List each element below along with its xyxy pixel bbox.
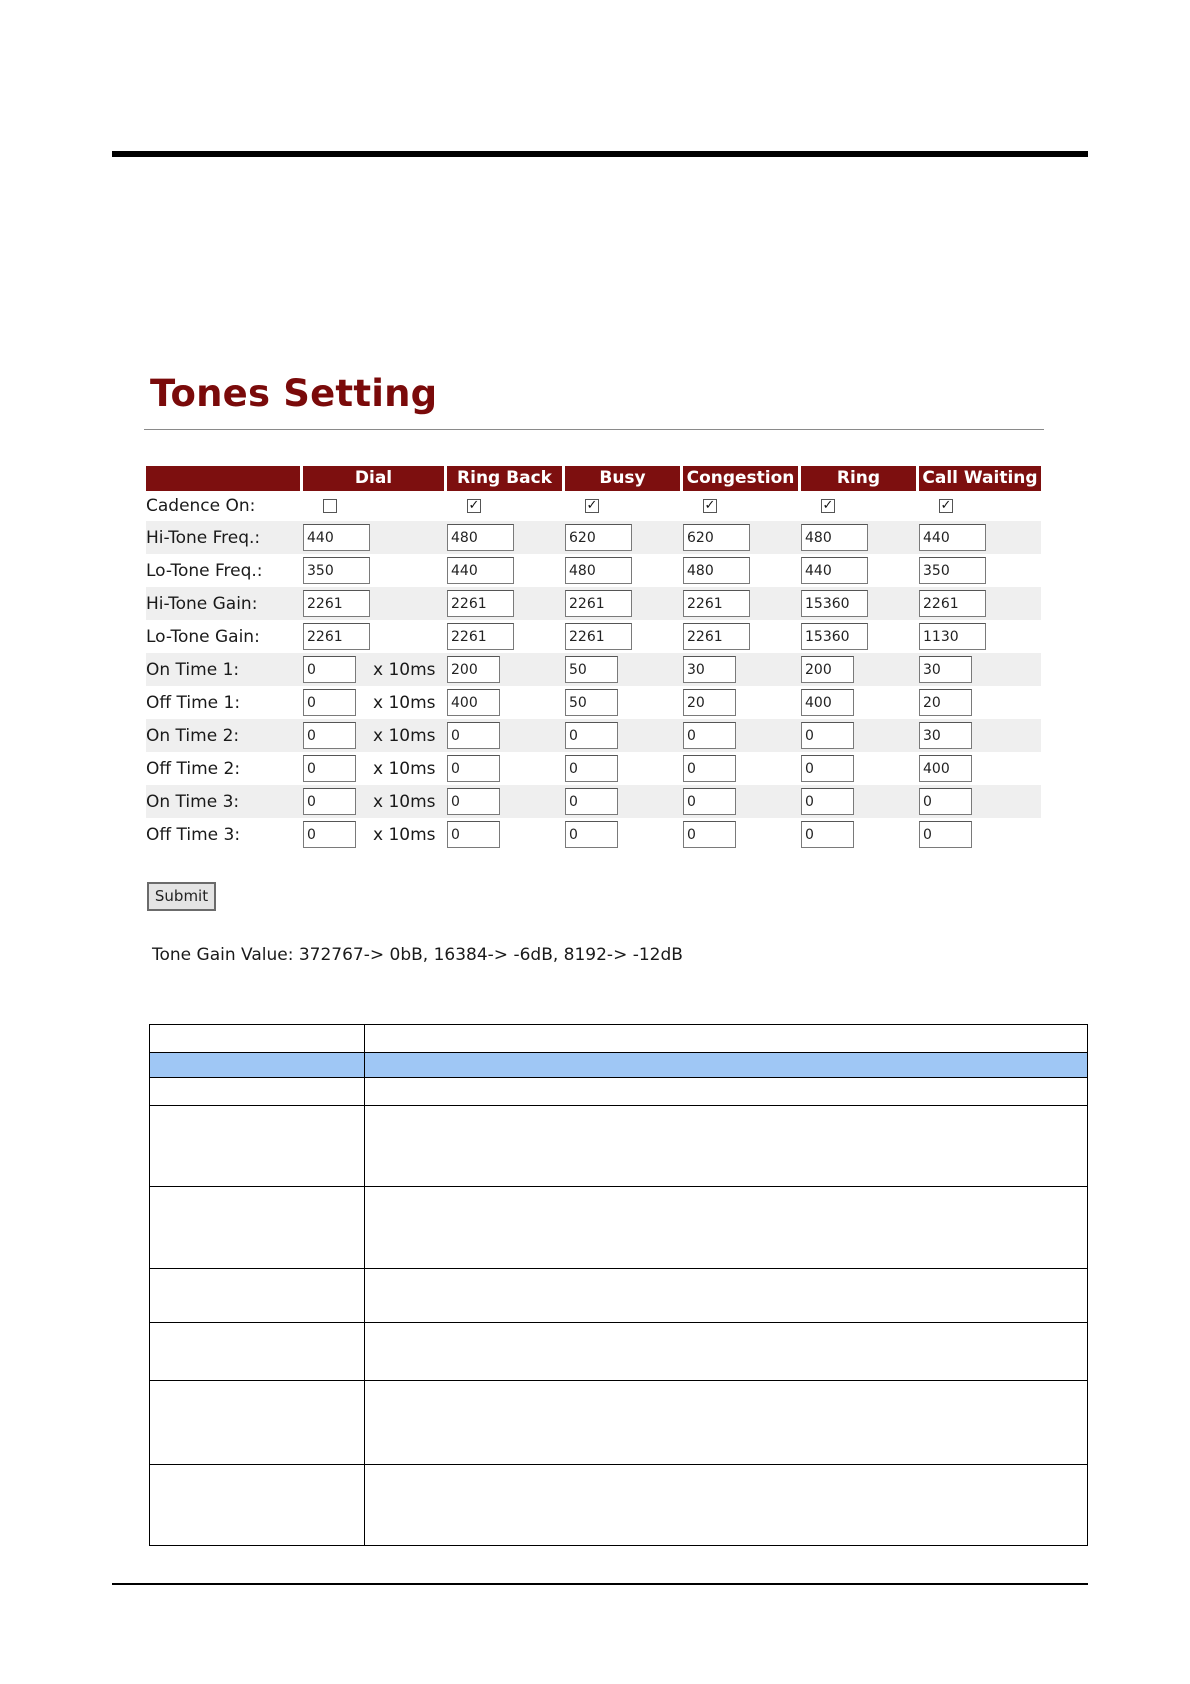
busy-input[interactable]: [565, 689, 618, 716]
tone-value-rows: [146, 521, 1041, 851]
call-waiting-input[interactable]: [919, 524, 986, 551]
busy-input[interactable]: [565, 524, 632, 551]
ring-input[interactable]: [801, 689, 854, 716]
dial-input[interactable]: [303, 722, 356, 749]
tone-row: [146, 686, 1041, 719]
dial-input[interactable]: [303, 590, 370, 617]
title-divider: [144, 429, 1044, 430]
busy-input[interactable]: [565, 656, 618, 683]
row-label: Lo-Tone Freq.:: [146, 560, 263, 581]
page-title: Tones Setting: [150, 372, 438, 415]
call-waiting-input[interactable]: [919, 755, 972, 782]
dial-input[interactable]: [303, 557, 370, 584]
tone-row: [146, 719, 1041, 752]
table-cell: [150, 1381, 365, 1465]
tone-row: [146, 785, 1041, 818]
ring-back-input[interactable]: [447, 689, 500, 716]
tone-row: [146, 521, 1041, 554]
dial-input[interactable]: [303, 524, 370, 551]
unit-label: x 10ms: [373, 824, 436, 845]
table-row: [150, 1465, 1088, 1546]
call-waiting-input[interactable]: [919, 656, 972, 683]
table-cell: [150, 1025, 365, 1053]
table-cell: [150, 1269, 365, 1323]
unit-label: x 10ms: [373, 791, 436, 812]
row-label: Off Time 1:: [146, 692, 241, 713]
ring-back-input[interactable]: [447, 722, 500, 749]
header-ring-back: Ring Back: [447, 466, 562, 491]
unit-label: x 10ms: [373, 692, 436, 713]
table-cell: [150, 1106, 365, 1187]
row-label: On Time 2:: [146, 725, 240, 746]
dial-input[interactable]: [303, 689, 356, 716]
tone-gain-note: Tone Gain Value: 372767-> 0bB, 16384-> -6dB, 8192-> -12dB: [152, 945, 683, 965]
congestion-input[interactable]: [683, 755, 736, 782]
table-cell: [365, 1187, 1088, 1269]
ring-back-input[interactable]: [447, 590, 514, 617]
cadence-checkbox-call-waiting[interactable]: ✓: [940, 498, 952, 513]
table-cell: [365, 1465, 1088, 1546]
call-waiting-input[interactable]: [919, 590, 986, 617]
call-waiting-input[interactable]: [919, 689, 972, 716]
busy-input[interactable]: [565, 821, 618, 848]
busy-input[interactable]: [565, 722, 618, 749]
table-cell: [365, 1078, 1088, 1106]
congestion-input[interactable]: [683, 623, 750, 650]
ring-input[interactable]: [801, 755, 854, 782]
header-call-waiting: Call Waiting: [919, 466, 1041, 491]
table-cell: [150, 1053, 365, 1078]
call-waiting-input[interactable]: [919, 722, 972, 749]
congestion-input[interactable]: [683, 557, 750, 584]
busy-input[interactable]: [565, 590, 632, 617]
table-row: [150, 1269, 1088, 1323]
header-congestion: Congestion: [683, 466, 798, 491]
tones-header-row: [146, 466, 1041, 491]
header-ring: Ring: [801, 466, 916, 491]
table-row-highlight: [150, 1053, 1088, 1078]
table-cell: [150, 1187, 365, 1269]
table-cell: [150, 1078, 365, 1106]
table-cell: [365, 1025, 1088, 1053]
dial-input[interactable]: [303, 656, 356, 683]
ring-input[interactable]: [801, 722, 854, 749]
page-top-rule: [112, 151, 1088, 157]
page-bottom-rule: [112, 1583, 1088, 1585]
dial-input[interactable]: [303, 788, 356, 815]
tone-row: [146, 653, 1041, 686]
row-label: On Time 3:: [146, 791, 240, 812]
tone-row: [146, 752, 1041, 785]
cadence-checkbox-ring[interactable]: ✓: [822, 498, 834, 513]
row-label: On Time 1:: [146, 659, 240, 680]
table-cell: [365, 1381, 1088, 1465]
congestion-input[interactable]: [683, 590, 750, 617]
tone-row: [146, 620, 1041, 653]
cadence-label: Cadence On:: [146, 496, 256, 516]
congestion-input[interactable]: [683, 821, 736, 848]
ring-input[interactable]: [801, 656, 854, 683]
ring-input[interactable]: [801, 623, 868, 650]
ring-input[interactable]: [801, 788, 854, 815]
table-row: [150, 1187, 1088, 1269]
table-cell: [365, 1106, 1088, 1187]
table-cell: [150, 1465, 365, 1546]
table-row: [150, 1106, 1088, 1187]
table-row: [150, 1381, 1088, 1465]
cadence-checkbox-congestion[interactable]: ✓: [704, 498, 716, 513]
table-cell: [365, 1269, 1088, 1323]
cadence-checkbox-busy[interactable]: ✓: [586, 498, 598, 513]
row-label: Hi-Tone Gain:: [146, 593, 258, 614]
ring-input[interactable]: [801, 557, 868, 584]
busy-input[interactable]: [565, 755, 618, 782]
unit-label: x 10ms: [373, 725, 436, 746]
call-waiting-input[interactable]: [919, 821, 972, 848]
tone-row: [146, 587, 1041, 620]
ring-back-input[interactable]: [447, 524, 514, 551]
table-row: [150, 1323, 1088, 1381]
tones-settings-grid: [146, 466, 1041, 851]
congestion-input[interactable]: [683, 722, 736, 749]
row-label: Hi-Tone Freq.:: [146, 527, 261, 548]
table-row: [150, 1078, 1088, 1106]
congestion-input[interactable]: [683, 689, 736, 716]
header-busy: Busy: [565, 466, 680, 491]
busy-input[interactable]: [565, 557, 632, 584]
ring-back-input[interactable]: [447, 821, 500, 848]
row-label: Off Time 2:: [146, 758, 241, 779]
table-cell: [365, 1053, 1088, 1078]
unit-label: x 10ms: [373, 758, 436, 779]
ring-back-input[interactable]: [447, 557, 514, 584]
row-label: Off Time 3:: [146, 824, 241, 845]
cadence-checkbox-ring-back[interactable]: ✓: [468, 498, 480, 513]
call-waiting-input[interactable]: [919, 788, 972, 815]
unit-label: x 10ms: [373, 659, 436, 680]
call-waiting-input[interactable]: [919, 557, 986, 584]
dial-input[interactable]: [303, 755, 356, 782]
dial-input[interactable]: [303, 821, 356, 848]
table-cell: [365, 1323, 1088, 1381]
congestion-input[interactable]: [683, 788, 736, 815]
description-table: [149, 1024, 1088, 1546]
congestion-input[interactable]: [683, 524, 750, 551]
header-dial: Dial: [303, 466, 444, 491]
ring-input[interactable]: [801, 590, 868, 617]
busy-input[interactable]: [565, 788, 618, 815]
ring-back-input[interactable]: [447, 755, 500, 782]
dial-input[interactable]: [303, 623, 370, 650]
cadence-row: [146, 491, 1041, 521]
table-cell: [150, 1323, 365, 1381]
ring-back-input[interactable]: [447, 788, 500, 815]
tone-row: [146, 554, 1041, 587]
ring-input[interactable]: [801, 821, 854, 848]
busy-input[interactable]: [565, 623, 632, 650]
table-row: [150, 1025, 1088, 1053]
call-waiting-input[interactable]: [919, 623, 986, 650]
tone-row: [146, 818, 1041, 851]
cadence-checkbox-dial[interactable]: [323, 499, 337, 513]
congestion-input[interactable]: [683, 656, 736, 683]
ring-input[interactable]: [801, 524, 868, 551]
row-label: Lo-Tone Gain:: [146, 626, 260, 647]
header-label-cell: [146, 466, 300, 491]
ring-back-input[interactable]: [447, 623, 514, 650]
ring-back-input[interactable]: [447, 656, 500, 683]
submit-button[interactable]: Submit: [147, 882, 216, 911]
